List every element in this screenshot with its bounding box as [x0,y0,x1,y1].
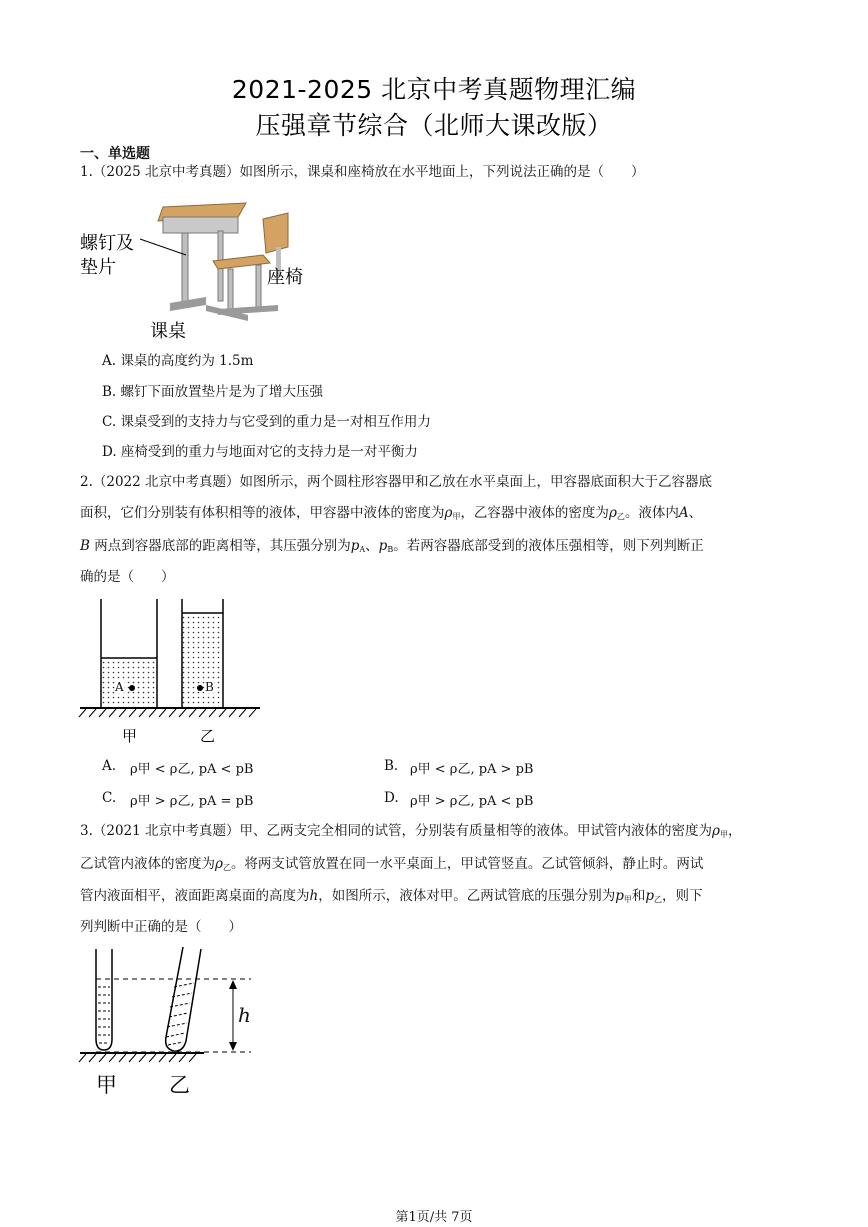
fig-label-jia: 甲 [122,727,138,745]
fig-label-desk: 课桌 [150,321,186,342]
q3-line4: 列判断中正确的是（ ） [80,919,242,935]
q3-line2: 乙试管内液体的密度为$\rho_乙$。将两支试管放置在同一水平桌面上，甲试管竖直。乙试管倾斜，静止时。两试 [80,856,704,872]
fig-label-tube-yi: 乙 [169,1073,190,1097]
page-title: 2021-2025 北京中考真题物理汇编 [231,75,637,104]
fig-label-yi: 乙 [200,727,216,745]
q2-line3: B 两点到容器底部的距离相等，其压强分别为$p_A$、$p_B$。若两容器底部受到的液体压强相等，则下列判断正 [80,538,704,554]
q2-option-a-label: A. [102,758,117,774]
fig-label-washer: 垫片 [80,257,116,278]
q1-stem: 1.（2025 北京中考真题）如图所示，课桌和座椅放在水平地面上，下列说法正确的是（ ） [80,164,645,180]
q1-option-a: A. 课桌的高度约为 1.5m [102,353,254,369]
section-heading: 一、单选题 [80,146,150,162]
q2-option-b-label: B. [384,758,399,774]
page-number: 第1页/共 7页 [395,1210,473,1225]
q2-option-d-label: D. [384,790,399,806]
q2-line4: 确的是（ ） [80,569,175,585]
fig-label-screw: 螺钉及 [80,233,134,254]
fig-label-chair: 座椅 [267,267,303,288]
q2-option-d: ρ甲 > ρ乙, pA < pB [410,794,534,809]
page-subtitle: 压强章节综合（北师大课改版） [255,111,613,140]
containers-figure [76,595,266,725]
fig-point-b: B [205,680,214,694]
q3-line1: 3.（2021 北京中考真题）甲、乙两支完全相同的试管，分别装有质量相等的液体。甲试管内液体的密度为$\rho_甲$， [80,823,742,839]
q1-option-b: B. 螺钉下面放置垫片是为了增大压强 [102,384,324,400]
q3-line3: 管内液面相平，液面距离桌面的高度为h，如图所示，液体对甲。乙两试管底的压强分别为$p_甲$和$p_乙$，则下 [80,888,703,904]
q2-option-c: ρ甲 > ρ乙, pA = pB [130,794,254,809]
fig-point-a: A [115,680,124,694]
fig-label-tube-jia: 甲 [96,1073,117,1097]
q2-option-b: ρ甲 < ρ乙, pA > pB [410,762,534,777]
q1-option-d: D. 座椅受到的重力与地面对它的支持力是一对平衡力 [102,444,418,460]
q2-line1: 2.（2022 北京中考真题）如图所示，两个圆柱形容器甲和乙放在水平桌面上，甲容器底面积大于乙容器底 [80,474,713,490]
q2-option-a: ρ甲 < ρ乙, pA < pB [130,762,254,777]
fig-label-h: h [238,1003,251,1027]
q2-option-c-label: C. [102,790,117,806]
q1-option-c: C. 课桌受到的支持力与它受到的重力是一对相互作用力 [102,414,431,430]
q2-line2: 面积，它们分别装有体积相等的液体，甲容器中液体的密度为$\rho_甲$，乙容器中液体的密度为$\rho_乙$。液体内A、 [80,505,703,521]
